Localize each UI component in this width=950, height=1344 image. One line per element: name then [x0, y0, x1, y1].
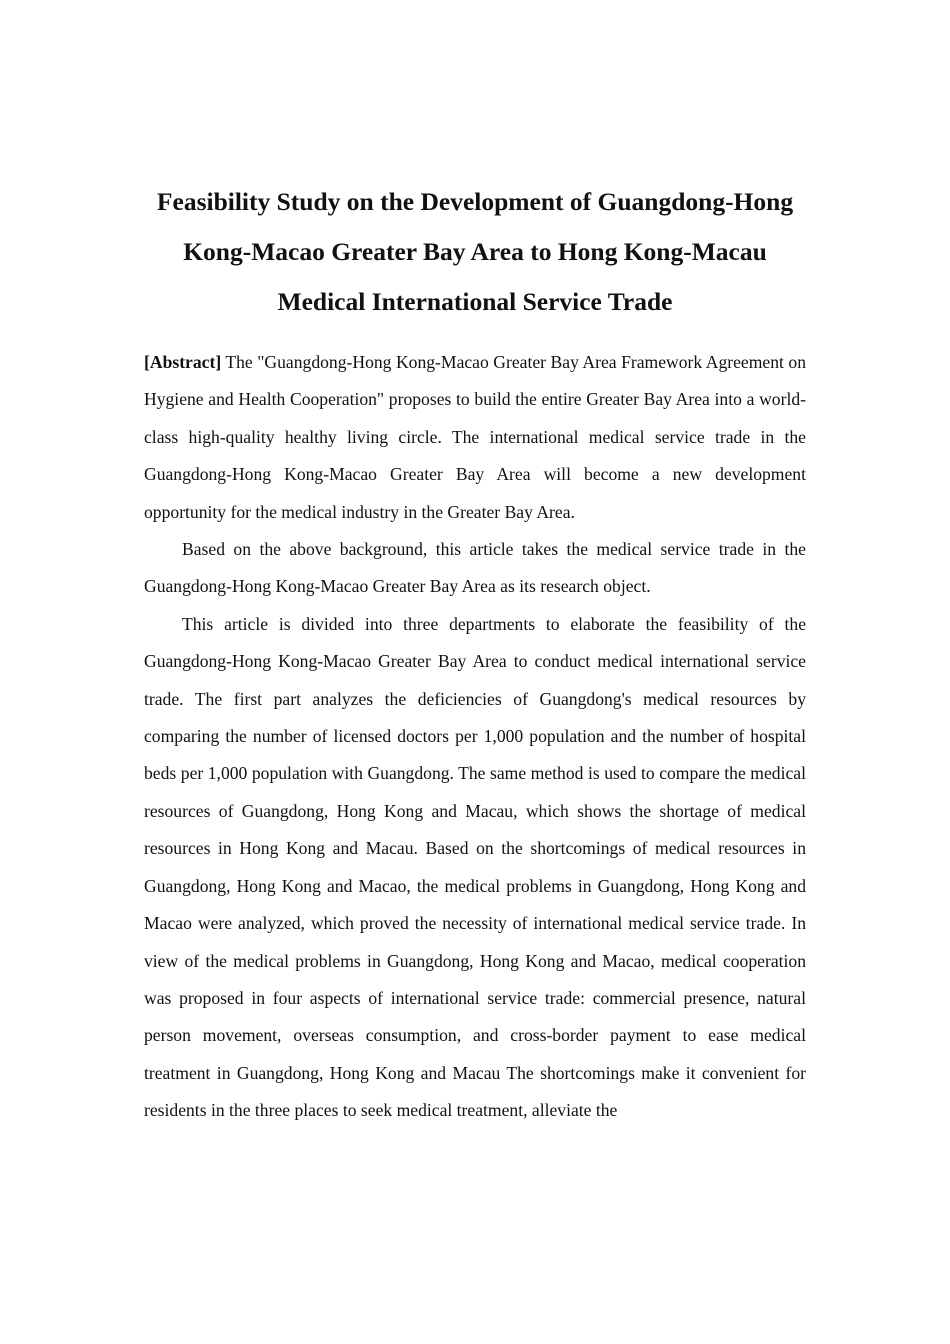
abstract-body — [144, 344, 806, 1130]
structure-paragraph: This article is divided into three departments to elaborate the feasibility of the Guangdong-Hong Kong-Macao Greater Bay Area to conduct medical international service trade. The first part analyzes the deficiencies of Guangdong's medical resources by comparing the number of licensed doctors per 1,000 population and the number of hospital beds per 1,000 population with Guangdong. The same method is used to compare the medical resources of Guangdong, Hong Kong and Macau, which shows the shortage of medical resources in Hong Kong and Macau. Based on the shortcomings of medical resources in Guangdong, Hong Kong and Macao, the medical problems in Guangdong, Hong Kong and Macao were analyzed, which proved the necessity of international medical service trade. In view of the medical problems in Guangdong, Hong Kong and Macao, medical cooperation was proposed in four aspects of international service trade: commercial presence, natural person movement, overseas consumption, and cross-border payment to ease medical treatment in Guangdong, Hong Kong and Macau The shortcomings make it convenient for residents in the three places to seek medical treatment, alleviate the — [144, 613, 806, 1121]
abstract-paragraph-text: The "Guangdong-Hong Kong-Macao Greater Bay Area Framework Agreement on Hygiene and Health Cooperation" proposes to build the entire Greater Bay Area into a world-class high-quality healthy living circle. The international medical service trade in the Guangdong-Hong Kong-Macao Greater Bay Area will become a new development opportunity for the medical industry in the Greater Bay Area. — [144, 352, 806, 522]
title-line: Kong-Macao Greater Bay Area to Hong Kong-Macau — [183, 237, 767, 266]
abstract-label: [Abstract] — [144, 352, 222, 372]
title-line: Feasibility Study on the Development of Guangdong-Hong — [156, 187, 794, 216]
document-title — [120, 177, 830, 327]
background-paragraph: Based on the above background, this article takes the medical service trade in the Guangdong-Hong Kong-Macao Greater Bay Area as its research object. — [144, 539, 806, 597]
abstract-paragraph — [144, 344, 806, 531]
title-line: Medical International Service Trade — [277, 287, 673, 316]
